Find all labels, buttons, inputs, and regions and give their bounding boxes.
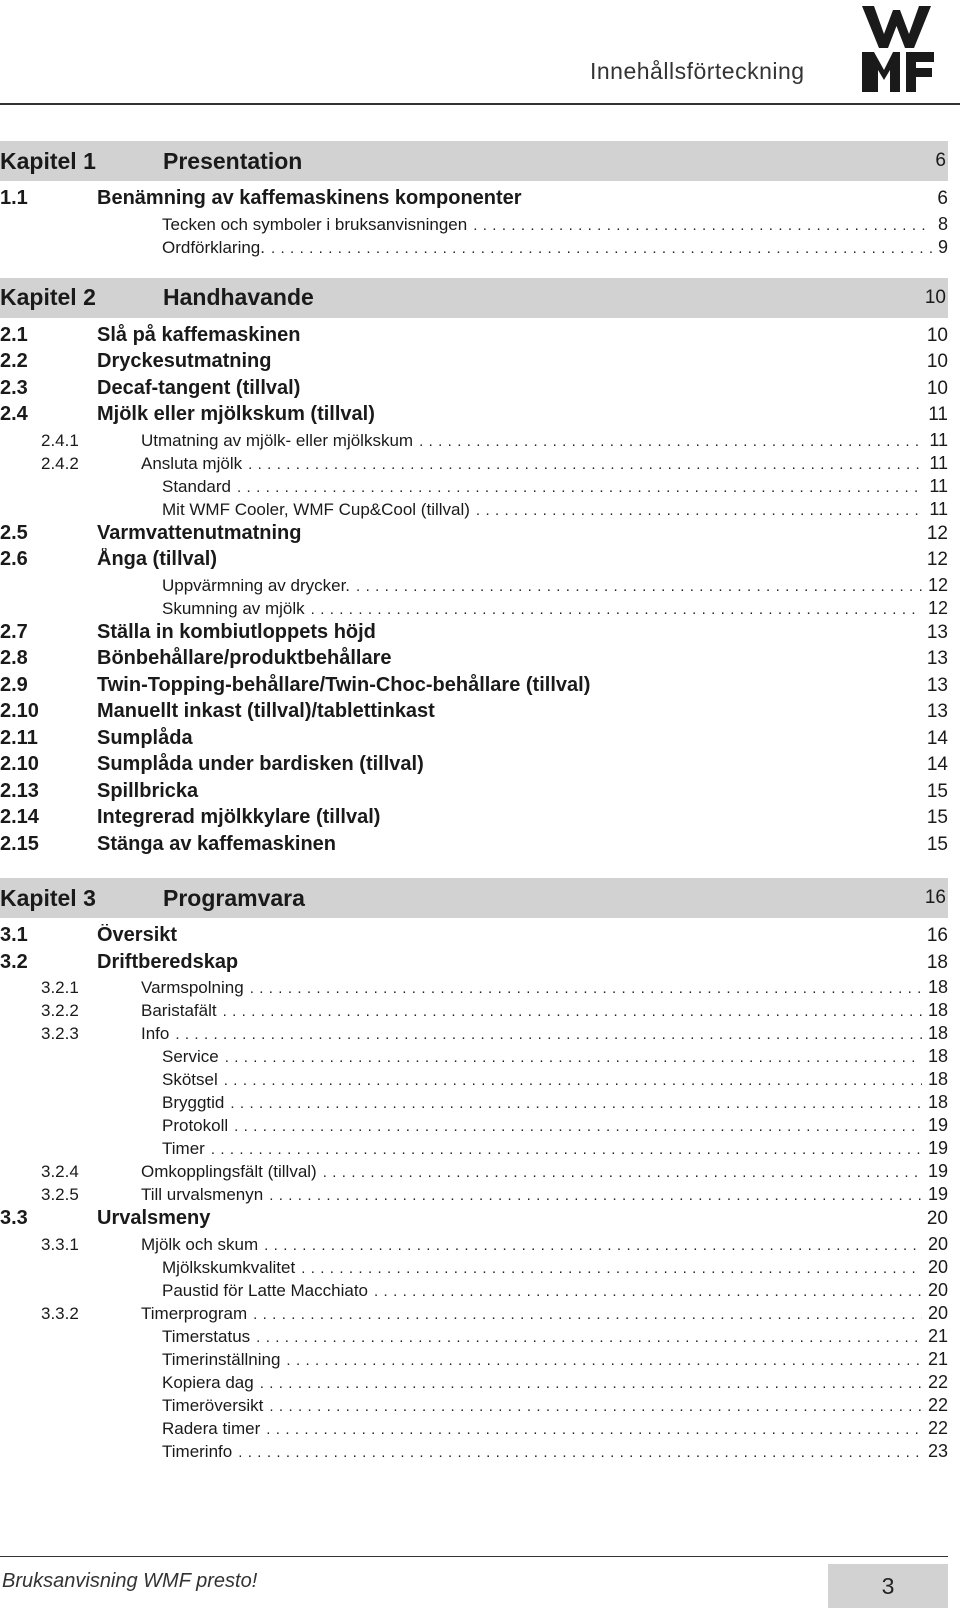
toc-entry-number: 2.3 (0, 376, 28, 399)
toc-entry[interactable] (0, 700, 948, 727)
toc-entry-number: 2.2 (0, 350, 28, 372)
toc-entry-page: 20 (927, 1256, 948, 1277)
toc-entry[interactable] (0, 833, 948, 860)
toc-leader-dots (223, 1003, 922, 1020)
toc-entry-page: 13 (926, 621, 948, 643)
header-rule (0, 103, 960, 105)
toc-entry-page: 18 (927, 1046, 948, 1066)
toc-entry-page: 22 (927, 1394, 948, 1415)
toc-entry-number: 2.9 (0, 673, 28, 696)
toc-entry-page: 8 (937, 213, 948, 234)
toc-entry[interactable] (0, 548, 948, 575)
toc-entry[interactable] (0, 1418, 948, 1441)
toc-entry-title: Integrerad mjölkkylare (tillval) (97, 806, 381, 828)
toc-entry-page: 19 (927, 1161, 948, 1181)
toc-entry-page: 11 (928, 404, 948, 425)
toc-entry-title: Spillbricka (97, 779, 199, 802)
toc-entry-page: 21 (927, 1325, 948, 1346)
toc-entry-number: 2.4.1 (41, 430, 79, 450)
toc-entry-number: 3.3.1 (41, 1234, 79, 1254)
toc-leader-dots (253, 1306, 922, 1323)
chapter-heading[interactable] (0, 278, 948, 318)
toc-entry[interactable] (0, 1115, 948, 1138)
toc-entry-number: 2.10 (0, 753, 39, 775)
toc-entry-page: 23 (927, 1440, 948, 1461)
toc-entry-title: Varmspolning (141, 978, 244, 997)
toc-entry-title: Ånga (tillval) (97, 548, 218, 570)
chapter-title: Handhavande (163, 284, 314, 310)
toc-entry-title: Omkopplingsfält (tillval) (141, 1162, 317, 1181)
toc-entry-title: Timerinställning (162, 1349, 281, 1369)
toc-leader-dots (269, 1187, 922, 1204)
toc-leader-dots (230, 1095, 922, 1112)
toc-entry-page: 20 (927, 1279, 948, 1300)
toc-entry[interactable] (0, 1257, 948, 1280)
toc-entry-number: 3.2.3 (41, 1024, 79, 1043)
toc-entry-title: Timerprogram (141, 1303, 248, 1323)
toc-entry[interactable] (0, 1441, 948, 1464)
toc-entry-number: 2.8 (0, 647, 28, 669)
toc-entry-page: 6 (937, 188, 948, 209)
chapter-heading[interactable] (0, 878, 948, 918)
toc-entry-page: 14 (926, 727, 948, 749)
toc-leader-dots (473, 217, 932, 234)
toc-entry-page: 18 (927, 1000, 948, 1020)
toc-entry[interactable] (0, 1395, 948, 1418)
toc-entry[interactable] (0, 1326, 948, 1349)
toc-entry[interactable] (0, 1207, 948, 1234)
toc-leader-dots (356, 578, 922, 595)
toc-entry-title: Mjölkskumkvalitet (162, 1257, 296, 1277)
toc-entry-title: Timerstatus (162, 1326, 251, 1346)
section-gap (0, 859, 948, 878)
toc-entry-page: 15 (926, 833, 948, 855)
toc-entry-page: 20 (927, 1233, 948, 1254)
toc-entry-title: Kopiera dag (162, 1372, 254, 1392)
toc-entry-number: 3.2.5 (41, 1185, 79, 1204)
toc-entry[interactable] (0, 1069, 948, 1092)
toc-entry[interactable] (0, 430, 948, 453)
toc-leader-dots (476, 502, 923, 519)
toc-entry-title: Service (162, 1047, 219, 1066)
toc-entry-number: 2.14 (0, 806, 39, 828)
toc-entry-title: Info (141, 1024, 170, 1043)
toc-entry-page: 10 (926, 324, 948, 346)
toc-leader-dots (237, 479, 923, 496)
toc-entry-title: Uppvärmning av drycker. (162, 575, 351, 595)
toc-entry-number: 3.2 (0, 950, 28, 973)
chapter-heading[interactable] (0, 141, 948, 181)
chapter-title: Programvara (163, 884, 305, 911)
toc-entry-title: Protokoll (162, 1116, 229, 1135)
toc-entry-title: Bönbehållare/produktbehållare (97, 647, 392, 669)
toc-entry-page: 13 (926, 648, 948, 669)
toc-entry-title: Översikt (97, 924, 178, 946)
chapter-page: 10 (924, 286, 946, 308)
toc-entry-number: 2.10 (0, 700, 39, 722)
table-of-contents (0, 141, 948, 1464)
toc-entry-number: 3.2.4 (41, 1162, 79, 1181)
toc-leader-dots (238, 1444, 922, 1461)
toc-entry-title: Mit WMF Cooler, WMF Cup&Cool (tillval) (162, 499, 470, 519)
toc-entry-page: 12 (927, 574, 948, 595)
toc-leader-dots (248, 456, 923, 473)
toc-leader-dots (224, 1072, 922, 1089)
toc-entry[interactable] (0, 453, 948, 476)
toc-entry[interactable] (0, 476, 948, 499)
toc-entry[interactable] (0, 621, 948, 648)
toc-entry-number: 2.11 (0, 726, 38, 749)
toc-entry-page: 11 (929, 429, 948, 450)
toc-entry-title: Driftberedskap (97, 950, 239, 973)
toc-leader-dots (271, 240, 932, 257)
toc-entry-number: 3.3 (0, 1207, 28, 1229)
toc-leader-dots (301, 1260, 922, 1277)
toc-entry[interactable] (0, 753, 948, 780)
toc-entry-title: Timer (162, 1139, 205, 1158)
chapter-number: Kapitel 1 (0, 147, 96, 174)
toc-entry[interactable] (0, 403, 948, 430)
toc-entry[interactable] (0, 806, 948, 833)
toc-entry-page: 15 (926, 780, 948, 802)
toc-entry-page: 12 (927, 597, 948, 618)
toc-leader-dots (311, 601, 922, 618)
chapter-number: Kapitel 3 (0, 884, 96, 911)
footer-rule (0, 1556, 948, 1557)
toc-entry-title: Twin-Topping-behållare/Twin-Choc-behållare (tillval) (97, 673, 591, 696)
toc-entry-title: Utmatning av mjölk- eller mjölkskum (141, 430, 414, 450)
toc-leader-dots (234, 1118, 922, 1135)
toc-entry-page: 18 (926, 951, 948, 973)
toc-leader-dots (256, 1329, 922, 1346)
toc-entry[interactable] (0, 350, 948, 377)
toc-entry-page: 22 (927, 1417, 948, 1438)
toc-entry-page: 18 (927, 977, 948, 997)
chapter-page: 16 (924, 887, 946, 908)
toc-leader-dots (374, 1283, 922, 1300)
toc-entry-page: 9 (937, 236, 948, 257)
toc-entry-page: 20 (926, 1208, 948, 1229)
toc-leader-dots (250, 980, 922, 997)
toc-entry[interactable] (0, 1138, 948, 1161)
toc-entry-title: Varmvattenutmatning (97, 521, 302, 544)
toc-entry-number: 3.1 (0, 924, 28, 946)
toc-entry[interactable] (0, 1000, 948, 1023)
toc-entry[interactable] (0, 951, 948, 978)
toc-entry[interactable] (0, 1046, 948, 1069)
toc-entry[interactable] (0, 499, 948, 522)
toc-entry[interactable] (0, 575, 948, 598)
toc-leader-dots (419, 433, 923, 450)
toc-entry[interactable] (0, 1349, 948, 1372)
toc-entry-title: Radera timer (162, 1418, 261, 1438)
toc-entry-page: 18 (927, 1092, 948, 1112)
toc-entry[interactable] (0, 377, 948, 404)
toc-entry-title: Ansluta mjölk (141, 453, 243, 473)
toc-leader-dots (260, 1375, 922, 1392)
toc-entry-page: 14 (926, 754, 948, 775)
toc-entry[interactable] (0, 924, 948, 951)
wmf-logo-icon (862, 4, 940, 96)
toc-entry[interactable] (0, 647, 948, 674)
toc-entry-number: 1.1 (0, 187, 28, 209)
toc-entry-number: 2.7 (0, 620, 28, 643)
toc-entry-number: 2.6 (0, 548, 28, 570)
toc-leader-dots (264, 1237, 922, 1254)
toc-leader-dots (266, 1421, 922, 1438)
toc-entry-title: Sumplåda (97, 726, 193, 749)
toc-entry-title: Timerinfo (162, 1441, 233, 1461)
toc-entry-title: Mjölk eller mjölkskum (tillval) (97, 403, 375, 425)
toc-leader-dots (269, 1398, 922, 1415)
toc-entry-number: 2.13 (0, 779, 39, 802)
toc-leader-dots (225, 1049, 922, 1066)
toc-entry-page: 11 (929, 475, 948, 496)
toc-entry-number: 3.2.1 (41, 978, 79, 997)
toc-entry-page: 10 (926, 377, 948, 399)
toc-entry[interactable] (0, 1023, 948, 1046)
toc-entry[interactable] (0, 598, 948, 621)
toc-entry-page: 22 (927, 1371, 948, 1392)
toc-entry-title: Slå på kaffemaskinen (97, 323, 301, 346)
toc-entry-title: Ordförklaring. (162, 237, 265, 257)
toc-entry-number: 2.5 (0, 521, 28, 544)
toc-entry-title: Tecken och symboler i bruksanvisningen (162, 214, 468, 234)
toc-entry-title: Paustid för Latte Macchiato (162, 1280, 369, 1300)
toc-entry-page: 18 (927, 1069, 948, 1089)
toc-entry-title: Mjölk och skum (141, 1234, 259, 1254)
toc-entry-title: Sumplåda under bardisken (tillval) (97, 753, 424, 775)
toc-entry[interactable] (0, 1161, 948, 1184)
page-number (828, 1564, 948, 1608)
page-title: Innehållsförteckning (590, 58, 805, 84)
toc-entry-title: Stänga av kaffemaskinen (97, 832, 336, 855)
chapter-number: Kapitel 2 (0, 284, 96, 310)
toc-entry-number: 2.1 (0, 323, 28, 346)
toc-entry[interactable] (0, 522, 948, 549)
toc-entry-title: Dryckesutmatning (97, 350, 272, 372)
toc-entry-page: 11 (929, 498, 948, 519)
toc-entry[interactable] (0, 1092, 948, 1115)
chapter-page: 6 (935, 150, 946, 171)
toc-entry-title: Benämning av kaffemaskinens komponenter (97, 187, 522, 209)
toc-entry-page: 13 (926, 701, 948, 722)
footer-text: Bruksanvisning WMF presto! (2, 1570, 258, 1592)
toc-entry-title: Bryggtid (162, 1093, 225, 1112)
toc-entry-page: 11 (929, 452, 948, 473)
toc-entry[interactable] (0, 1234, 948, 1257)
toc-entry-number: 3.2.2 (41, 1001, 79, 1020)
toc-entry[interactable] (0, 1280, 948, 1303)
toc-entry-title: Ställa in kombiutloppets höjd (97, 620, 376, 643)
toc-entry-page: 19 (927, 1184, 948, 1204)
toc-entry[interactable] (0, 324, 948, 351)
toc-leader-dots (286, 1352, 922, 1369)
toc-entry-title: Decaf-tangent (tillval) (97, 376, 301, 399)
toc-entry-title: Urvalsmeny (97, 1207, 211, 1229)
toc-entry-title: Till urvalsmenyn (141, 1185, 264, 1204)
toc-entry-page: 16 (926, 925, 948, 946)
page-number-label: 3 (881, 1572, 895, 1599)
toc-entry[interactable] (0, 187, 948, 214)
toc-entry[interactable] (0, 1372, 948, 1395)
toc-entry-page: 10 (926, 351, 948, 372)
toc-entry-page: 15 (926, 807, 948, 828)
toc-leader-dots (175, 1026, 922, 1043)
toc-entry-title: Manuellt inkast (tillval)/tablettinkast (97, 700, 435, 722)
toc-entry-title: Timeröversikt (162, 1395, 264, 1415)
toc-entry[interactable] (0, 977, 948, 1000)
toc-entry-title: Standard (162, 476, 231, 496)
toc-entry[interactable] (0, 727, 948, 754)
toc-entry-page: 19 (927, 1138, 948, 1158)
toc-entry-page: 12 (926, 549, 948, 570)
toc-entry-page: 20 (927, 1302, 948, 1323)
toc-leader-dots (323, 1164, 922, 1181)
toc-entry[interactable] (0, 1184, 948, 1207)
toc-entry-title: Skumning av mjölk (162, 598, 305, 618)
toc-entry[interactable] (0, 1303, 948, 1326)
toc-entry-page: 18 (927, 1023, 948, 1043)
toc-leader-dots (211, 1141, 922, 1158)
section-gap (0, 260, 948, 278)
toc-entry-number: 2.4 (0, 403, 28, 425)
toc-entry-number: 3.3.2 (41, 1303, 79, 1323)
toc-entry-number: 2.15 (0, 832, 39, 855)
toc-entry[interactable] (0, 214, 948, 237)
toc-entry[interactable] (0, 237, 948, 260)
toc-entry-page: 19 (927, 1115, 948, 1135)
toc-entry-number: 2.4.2 (41, 453, 79, 473)
chapter-title: Presentation (163, 147, 303, 174)
toc-entry-page: 21 (927, 1348, 948, 1369)
toc-entry-title: Baristafält (141, 1001, 217, 1020)
toc-entry-title: Skötsel (162, 1070, 218, 1089)
toc-entry-page: 13 (926, 674, 948, 696)
toc-entry[interactable] (0, 674, 948, 701)
toc-entry-page: 12 (926, 522, 948, 544)
toc-entry[interactable] (0, 780, 948, 807)
